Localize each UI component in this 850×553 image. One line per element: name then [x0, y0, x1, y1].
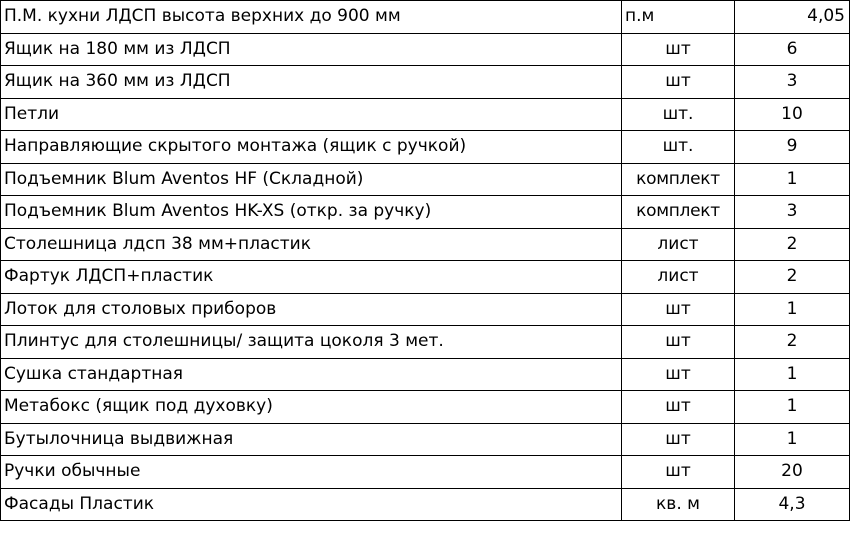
- item-name-cell[interactable]: Подъемник Blum Aventos HF (Складной): [1, 163, 622, 196]
- quantity-cell[interactable]: 2: [735, 261, 850, 294]
- quantity-cell[interactable]: 4,3: [735, 488, 850, 521]
- table-row: [1, 196, 850, 229]
- table-row: [1, 66, 850, 99]
- quantity-cell[interactable]: 1: [735, 358, 850, 391]
- item-name-cell[interactable]: Метабокс (ящик под духовку): [1, 391, 622, 424]
- table-row: [1, 391, 850, 424]
- unit-cell[interactable]: шт: [622, 293, 735, 326]
- table-row: [1, 358, 850, 391]
- quantity-cell[interactable]: 2: [735, 228, 850, 261]
- item-name-cell[interactable]: Направляющие скрытого монтажа (ящик с ручкой): [1, 131, 622, 164]
- unit-cell[interactable]: шт: [622, 66, 735, 99]
- item-name-cell[interactable]: Фартук ЛДСП+пластик: [1, 261, 622, 294]
- table-row: [1, 228, 850, 261]
- item-name-cell[interactable]: Бутылочница выдвижная: [1, 423, 622, 456]
- quantity-cell[interactable]: 3: [735, 66, 850, 99]
- unit-cell[interactable]: шт: [622, 456, 735, 489]
- quantity-cell[interactable]: 1: [735, 423, 850, 456]
- table-row: [1, 488, 850, 521]
- item-name-cell[interactable]: Ручки обычные: [1, 456, 622, 489]
- unit-cell[interactable]: шт.: [622, 98, 735, 131]
- quantity-cell[interactable]: 1: [735, 391, 850, 424]
- item-name-cell[interactable]: Фасады Пластик: [1, 488, 622, 521]
- unit-cell[interactable]: шт: [622, 326, 735, 359]
- table-row: [1, 98, 850, 131]
- item-name-cell[interactable]: Лоток для столовых приборов: [1, 293, 622, 326]
- item-name-cell[interactable]: Ящик на 180 мм из ЛДСП: [1, 33, 622, 66]
- item-name-cell[interactable]: Подъемник Blum Aventos HK-XS (откр. за ручку): [1, 196, 622, 229]
- unit-cell[interactable]: шт.: [622, 131, 735, 164]
- quantity-cell[interactable]: 4,05: [735, 1, 850, 34]
- quantity-cell[interactable]: 1: [735, 293, 850, 326]
- quantity-cell[interactable]: 10: [735, 98, 850, 131]
- table-row: [1, 33, 850, 66]
- table-row: [1, 261, 850, 294]
- unit-cell[interactable]: лист: [622, 261, 735, 294]
- quantity-cell[interactable]: 3: [735, 196, 850, 229]
- table-row: [1, 423, 850, 456]
- item-name-cell[interactable]: Сушка стандартная: [1, 358, 622, 391]
- table-row: [1, 326, 850, 359]
- table-row: [1, 293, 850, 326]
- quantity-cell[interactable]: 2: [735, 326, 850, 359]
- table-row: [1, 131, 850, 164]
- unit-cell[interactable]: кв. м: [622, 488, 735, 521]
- quantity-cell[interactable]: 9: [735, 131, 850, 164]
- unit-cell[interactable]: шт: [622, 423, 735, 456]
- item-name-cell[interactable]: Плинтус для столешницы/ защита цоколя 3 мет.: [1, 326, 622, 359]
- unit-cell[interactable]: шт: [622, 358, 735, 391]
- quantity-cell[interactable]: 6: [735, 33, 850, 66]
- unit-cell[interactable]: комплект: [622, 163, 735, 196]
- quantity-cell[interactable]: 1: [735, 163, 850, 196]
- unit-cell[interactable]: комплект: [622, 196, 735, 229]
- quantity-cell[interactable]: 20: [735, 456, 850, 489]
- table-row: [1, 1, 850, 34]
- unit-cell[interactable]: п.м: [622, 1, 735, 34]
- table-row: [1, 163, 850, 196]
- table-row: [1, 456, 850, 489]
- unit-cell[interactable]: шт: [622, 33, 735, 66]
- unit-cell[interactable]: шт: [622, 391, 735, 424]
- item-name-cell[interactable]: Ящик на 360 мм из ЛДСП: [1, 66, 622, 99]
- unit-cell[interactable]: лист: [622, 228, 735, 261]
- item-name-cell[interactable]: П.М. кухни ЛДСП высота верхних до 900 мм: [1, 1, 622, 34]
- item-name-cell[interactable]: Петли: [1, 98, 622, 131]
- item-name-cell[interactable]: Столешница лдсп 38 мм+пластик: [1, 228, 622, 261]
